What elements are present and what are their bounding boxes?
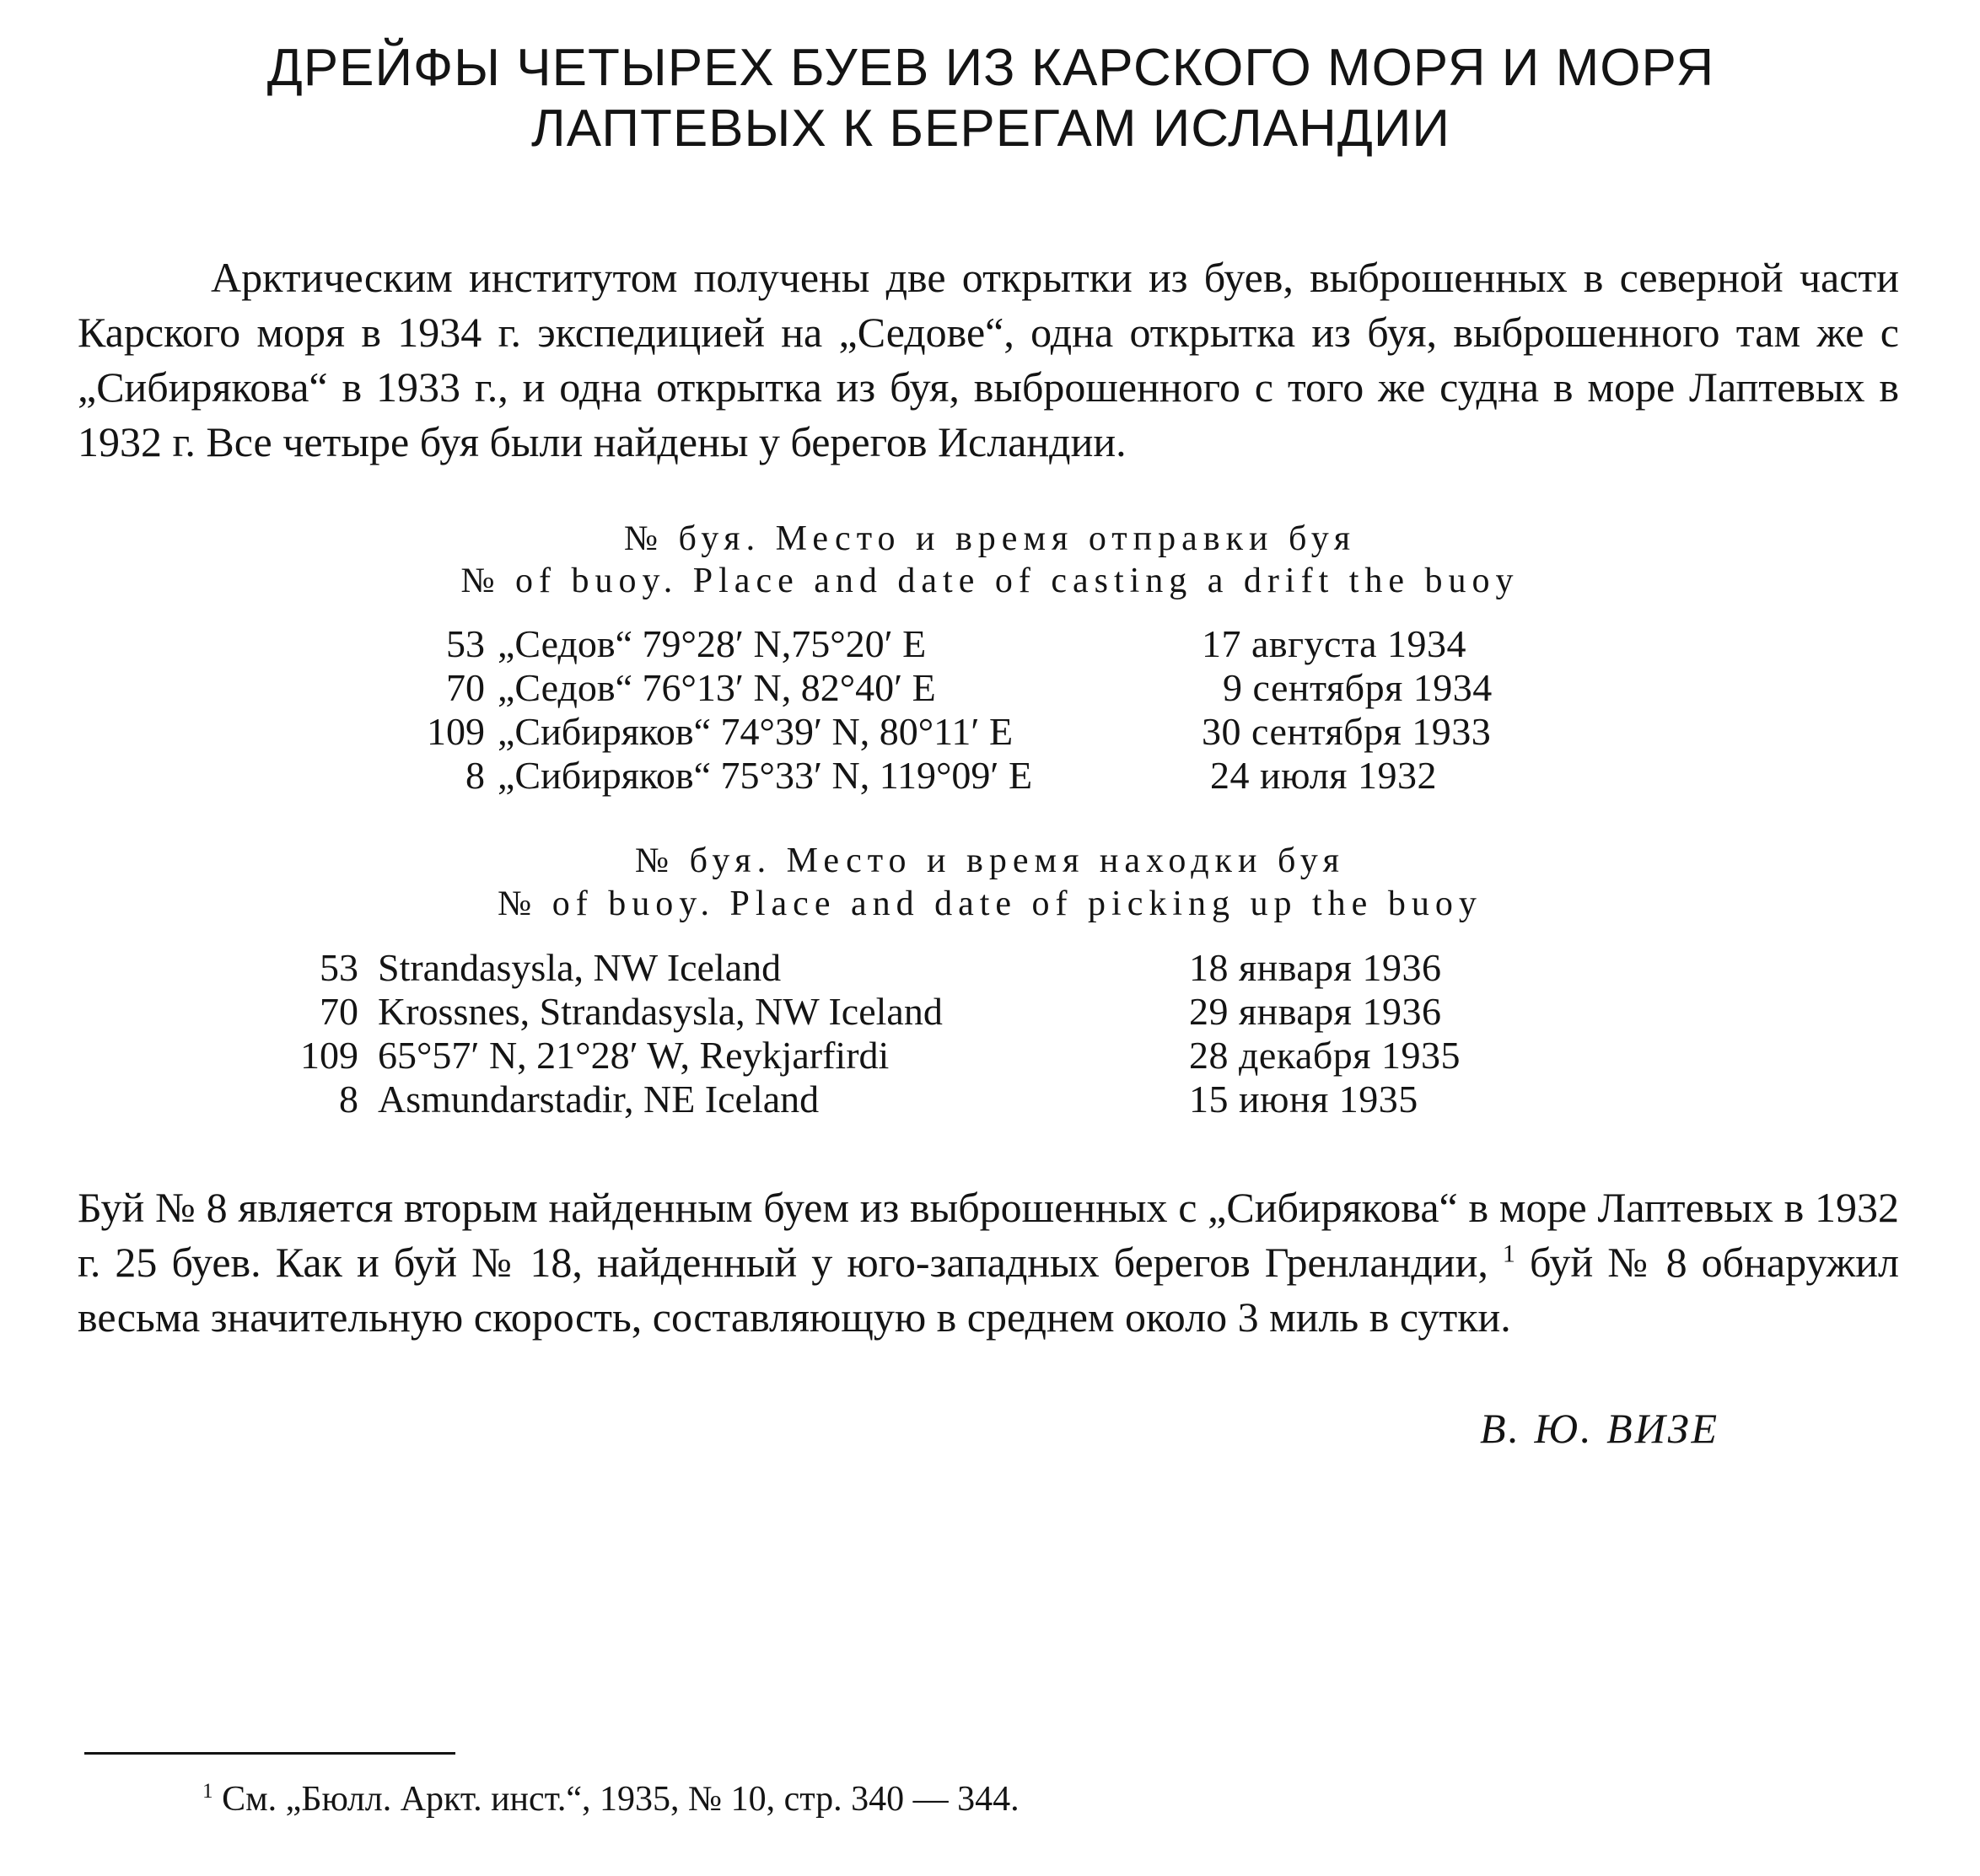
closing-paragraph-text: Буй № 8 является вторым найденным буем из выброшенных с „Сибирякова“ в море Лаптевых в 1932 г. 25 буев. Как и буй № 18, найденный у юго-западных берегов Гренландии,	[78, 1184, 1899, 1286]
buoy-number: 70	[446, 666, 485, 709]
pickup-date: 15 июня 1935	[1189, 1078, 1418, 1121]
pickup-place: 65°57′ N, 21°28′ W, Reykjarfirdi	[378, 1034, 890, 1077]
intro-paragraph: Арктическим институтом получены две открытки из буев, выброшенных в северной части Карского моря в 1934 г. экспедицией на „Седове“, одна открытка из буя, выброшенного там же с „Сибирякова“ в 1933 г., и одна открытка из буя, выброшенного с того же судна в море Лаптевых в 1932 г. Все четыре буя были найдены у берегов Исландии.	[78, 254, 1899, 465]
casting-date: 17 августа 1934	[1202, 622, 1467, 665]
buoy-number: 70	[320, 990, 358, 1033]
closing-paragraph-text-cont: буй № 8 обнаружил весьма значительную скорость, составляющую в среднем около 3 миль в сутки.	[78, 1239, 1900, 1341]
casting-table-header-ru: № буя. Место и время отправки буя	[623, 519, 1357, 558]
casting-place: „Сибиряков“ 75°33′ N, 119°09′ E	[498, 754, 1033, 797]
pickup-table-header-en: № of buoy. Place and date of picking up the buoy	[498, 884, 1482, 923]
pickup-place: Strandasysla, NW Iceland	[378, 946, 782, 989]
closing-paragraph	[78, 1180, 1899, 1345]
buoy-number: 8	[339, 1078, 358, 1121]
casting-table-row	[422, 622, 1602, 666]
article-title-line-2: ЛАПТЕВЫХ К БЕРЕГАМ ИСЛАНДИИ	[531, 99, 1450, 158]
pickup-place: Krossnes, Strandasysla, NW Iceland	[378, 990, 943, 1033]
buoy-number: 53	[320, 946, 358, 989]
pickup-table-row	[278, 946, 1543, 990]
pickup-date: 28 декабря 1935	[1189, 1034, 1461, 1077]
casting-date: 24 июля 1932	[1210, 754, 1437, 797]
footnote-text: См. „Бюлл. Аркт. инст.“, 1935, № 10, стр. 340 — 344.	[222, 1780, 1020, 1819]
pickup-date: 18 января 1936	[1189, 946, 1442, 989]
casting-place: „Сибиряков“ 74°39′ N, 80°11′ E	[498, 710, 1014, 753]
footnote	[202, 1782, 1020, 1817]
pickup-table-row	[278, 1034, 1543, 1078]
footnote-reference[interactable]: 1	[1502, 1239, 1515, 1268]
buoy-number: 109	[300, 1034, 358, 1077]
casting-table-row	[422, 710, 1602, 754]
casting-table-header-en: № of buoy. Place and date of casting a drift the buoy	[460, 562, 1520, 600]
buoy-number: 53	[446, 622, 485, 665]
buoy-number: 8	[465, 754, 485, 797]
casting-table-row	[422, 754, 1602, 798]
casting-table-row	[422, 666, 1602, 710]
pickup-table-row	[278, 1078, 1543, 1121]
casting-date: 30 сентября 1933	[1202, 710, 1492, 753]
buoy-number: 109	[427, 710, 485, 753]
footnote-divider	[84, 1752, 455, 1755]
casting-date: 9 сентября 1934	[1223, 666, 1493, 709]
article-title-line-1: ДРЕЙФЫ ЧЕТЫРЕХ БУЕВ ИЗ КАРСКОГО МОРЯ И МОРЯ	[266, 39, 1715, 97]
pickup-place: Asmundarstadir, NE Iceland	[378, 1078, 820, 1121]
casting-place: „Седов“ 76°13′ N, 82°40′ E	[498, 666, 936, 709]
author-signature: В. Ю. ВИЗЕ	[1480, 1405, 1720, 1452]
footnote-marker: 1	[202, 1780, 213, 1803]
pickup-date: 29 января 1936	[1189, 990, 1442, 1033]
pickup-table-header-ru: № буя. Место и время находки буя	[635, 841, 1345, 880]
casting-place: „Седов“ 79°28′ N,75°20′ E	[498, 622, 927, 665]
pickup-table-row	[278, 990, 1543, 1034]
